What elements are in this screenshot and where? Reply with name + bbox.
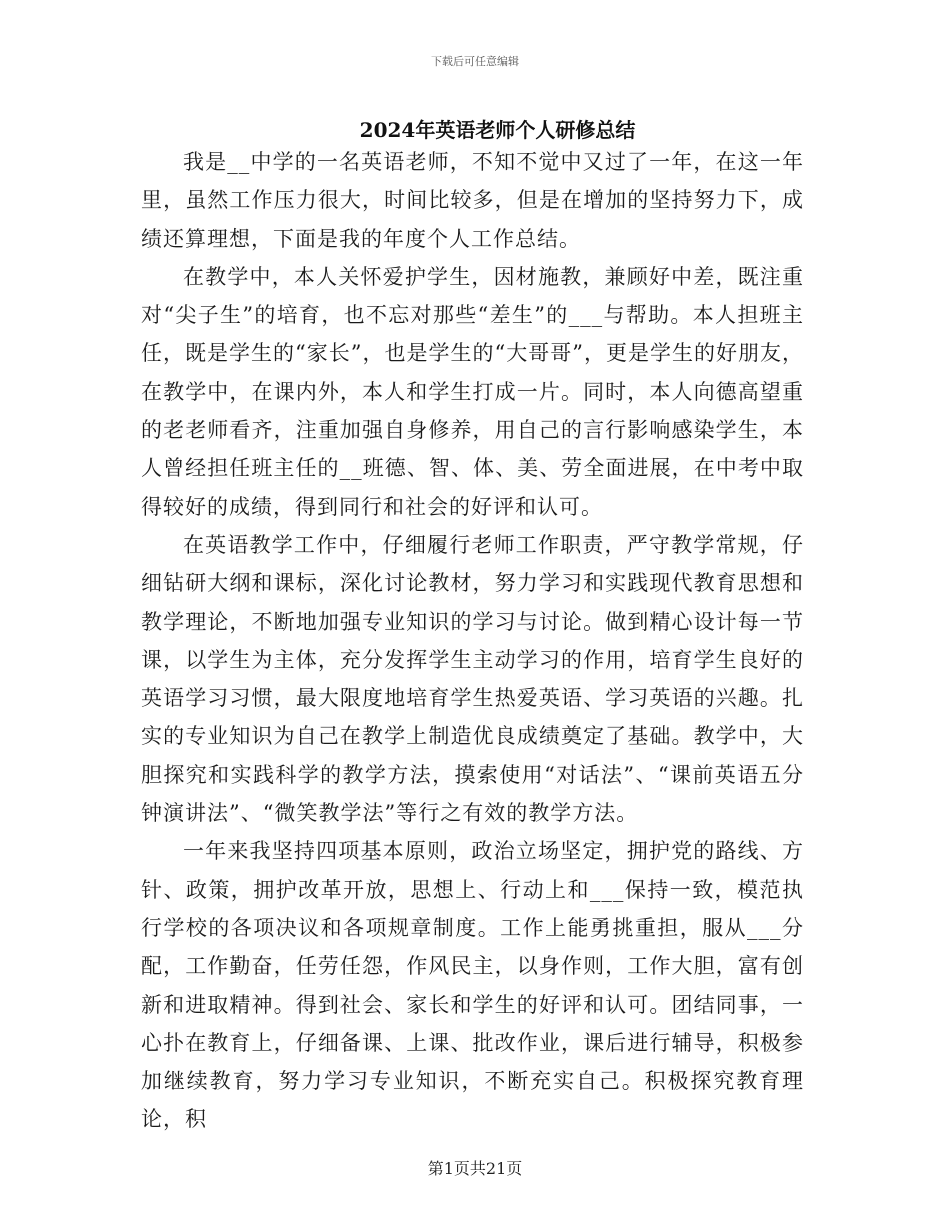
paragraph-english-teaching: 在英语教学工作中，仔细履行老师工作职责，严守教学常规，仔细钻研大纲和课标，深化讨论教材，努力学习和实践现代教育思想和教学理论，不断地加强专业知识的学习与讨论。做到精心设计每一节课，以学生为主体，充分发挥学生主动学习的作用，培育学生良好的英语学习习惯，最大限度地培育学生热爱英语、学习英语的兴趣。扎实的专业知识为自己在教学上制造优良成绩奠定了基础。教学中，大胆探究和实践科学的教学方法，摸索使用“对话法”、“课前英语五分钟演讲法”、“微笑教学法”等行之有效的教学方法。	[141, 532, 804, 826]
page-number: 第1页共21页	[427, 1159, 523, 1178]
page-header: 下载后可任意编辑	[431, 55, 519, 68]
paragraph-teaching: 在教学中，本人关怀爱护学生，因材施教，兼顾好中差，既注重对“尖子生”的培育，也不忘对那些“差生”的___与帮助。本人担班主任，既是学生的“家长”，也是学生的“大哥哥”，更是学生的好朋友，在教学中，在课内外，本人和学生打成一片。同时，本人向德高望重的老老师看齐，注重加强自身修养，用自己的言行影响感染学生，本人曾经担任班主任的__班德、智、体、美、劳全面进展，在中考中取得较好的成绩，得到同行和社会的好评和认可。	[141, 264, 804, 519]
paragraph-principles: 一年来我坚持四项基本原则，政治立场坚定，拥护党的路线、方针、政策，拥护改革开放，思想上、行动上和___保持一致，模范执行学校的各项决议和各项规章制度。工作上能勇挑重担，服从___分配，工作勤奋，任劳任怨，作风民主，以身作则，工作大胆，富有创新和进取精神。得到社会、家长和学生的好评和认可。团结同事，一心扑在教育上，仔细备课、上课、批改作业，课后进行辅导，积极参加继续教育，努力学习专业知识，不断充实自己。积极探究教育理论，积	[141, 839, 804, 1132]
document-title: 2024年英语老师个人研修总结	[359, 118, 636, 142]
paragraph-intro: 我是__中学的一名英语老师，不知不觉中又过了一年，在这一年里，虽然工作压力很大，时间比较多，但是在增加的坚持努力下，成绩还算理想，下面是我的年度个人工作总结。	[141, 150, 804, 251]
document-body	[141, 143, 804, 1139]
